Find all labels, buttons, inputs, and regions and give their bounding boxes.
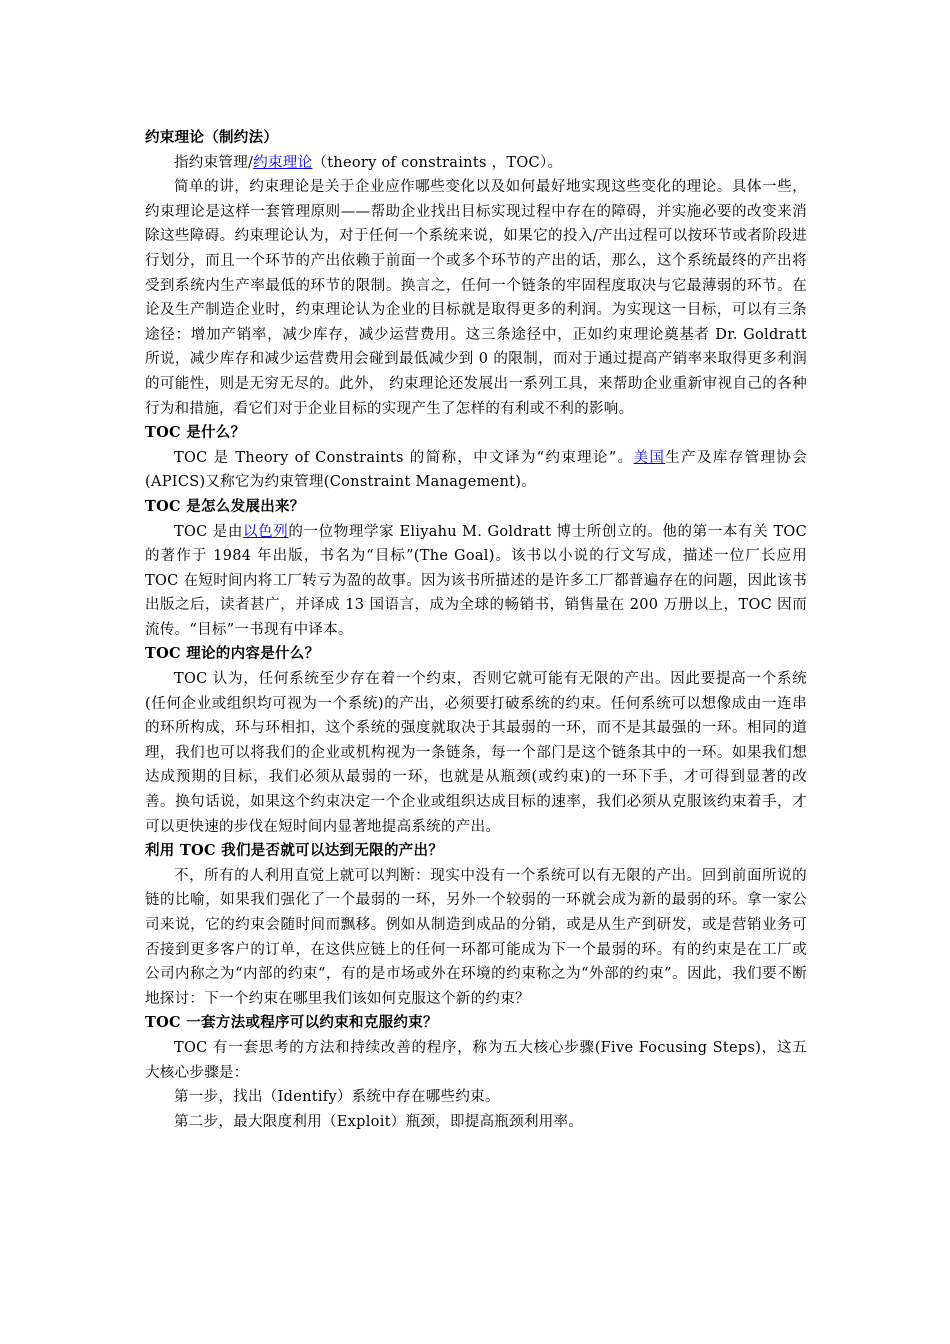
toc-method-paragraph: TOC 有一套思考的方法和持续改善的程序，称为五大核心步骤(Five Focusing Steps)，这五大核心步骤是： (145, 1039, 807, 1081)
definition-paragraph (145, 151, 807, 176)
what-is-toc-text-post: 生产及库存管理协会(APICS)又称它为约束管理(Constraint Management)。 (145, 449, 808, 491)
step-two: 第二步，最大限度利用（Exploit）瓶颈，即提高瓶颈利用率。 (174, 1113, 584, 1130)
definition-text-pre: 指约束管理/ (174, 154, 254, 171)
section-heading-unlimited-output: 利用 TOC 我们是否就可以达到无限的产出？ (145, 842, 444, 860)
document-body (145, 126, 807, 1134)
toc-content-paragraph: TOC 认为，任何系统至少存在着一个约束，否则它就可能有无限的产出。因此要提高一个系统 (任何企业或组织均可视为一个系统)的产出，必须要打破系统的约束。任何系统可以想像成由一连串的环所构成，环与环相扣，这个系统的强度就取决于其最弱的一环，而不是其最强的一环。相同的道理，我们也可以将我们的企业或机构视为一条链条，每一个部门是这个链条其中的一环。如果我们想达成预期的目标，我们必须从最弱的一环，也就是从瓶颈(或约束)的一环下手，才可得到显著的改善。换句话说，如果这个约束决定一个企业或组织达成目标的速率，我们必须从克服该约束着手，才可以更快速的步伐在短时间内显著地提高系统的产出。 (145, 671, 807, 835)
section-heading-toc-method: TOC 一套方法或程序可以约束和克服约束？ (145, 1014, 438, 1032)
link-israel[interactable]: 以色列 (243, 523, 289, 540)
what-is-toc-text-pre: TOC 是 Theory of Constraints 的简称，中文译为“约束理论”。 (174, 449, 634, 466)
step-one: 第一步，找出（Identify）系统中存在哪些约束。 (174, 1089, 500, 1106)
section-heading-what-is-toc: TOC 是什么？ (145, 424, 246, 442)
section-heading-toc-origin: TOC 是怎么发展出来？ (145, 497, 305, 515)
toc-origin-paragraph (145, 520, 807, 643)
toc-origin-text-post: 的一位物理学家 Eliyahu M. Goldratt 博士所创立的。他的第一本有关 TOC 的著作于 1984 年出版，书名为“目标”(The Goal)。该书以小说的行文写成，描述一位厂长应用 TOC 在短时间内将工厂转亏为盈的故事。因为该书所描述的是许多工厂都普遍存在的问题，因此该书出版之后，读者甚广，并译成 13 国语言，成为全球的畅销书，销售量在 200 万册以上，TOC 因而流传。“目标”一书现有中译本。 (145, 523, 807, 638)
toc-origin-text-pre: TOC 是由 (174, 523, 244, 540)
section-heading-toc-content: TOC 理论的内容是什么？ (145, 645, 320, 663)
definition-text-post: （theory of constraints ，TOC）。 (312, 154, 563, 171)
section-heading-toc-intro: 约束理论（制约法） (145, 129, 279, 146)
unlimited-output-paragraph: 不，所有的人利用直觉上就可以判断：现实中没有一个系统可以有无限的产出。回到前面所说的链的比喻，如果我们强化了一个最弱的一环，另外一个较弱的一环就会成为新的最弱的环。拿一家公司来说，它的约束会随时间而飘移。例如从制造到成品的分销，或是从生产到研发，或是营销业务可否接到更多客户的订单，在这供应链上的任何一环都可能成为下一个最弱的环。有的约束是在工厂或公司内称之为“内部的约束“，有的是市场或外在环境的约束称之为“外部的约束”。因此，我们要不断地探讨：下一个约束在哪里我们该如何克服这个新的约束？ (145, 867, 807, 1007)
what-is-toc-paragraph (145, 446, 807, 495)
link-usa[interactable]: 美国 (633, 449, 666, 466)
overview-paragraph: 简单的讲，约束理论是关于企业应作哪些变化以及如何最好地实现这些变化的理论。具体一些，约束理论是这样一套管理原则——帮助企业找出目标实现过程中存在的障碍，并实施必要的改变来消除这些障碍。约束理论认为，对于任何一个系统来说，如果它的投入/产出过程可以按环节或者阶段进行划分，而且一个环节的产出依赖于前面一个或多个环节的产出的话，那么，这个系统最终的产出将受到系统内生产率最低的环节的限制。换言之，任何一个链条的牢固程度取决与它最薄弱的环节。在论及生产制造企业时，约束理论认为企业的目标就是取得更多的利润。为实现这一目标，可以有三条途径：增加产销率，减少库存，减少运营费用。这三条途径中，正如约束理论奠基者 Dr. Goldratt 所说，减少库存和减少运营费用会碰到最低减少到 0 的限制，而对于通过提高产销率来取得更多利润的可能性，则是无穷无尽的。此外， 约束理论还发展出一系列工具，来帮助企业重新审视自己的各种行为和措施，看它们对于企业目标的实现产生了怎样的有利或不利的影响。 (145, 179, 807, 417)
link-constraint-theory[interactable]: 约束理论 (253, 154, 313, 171)
